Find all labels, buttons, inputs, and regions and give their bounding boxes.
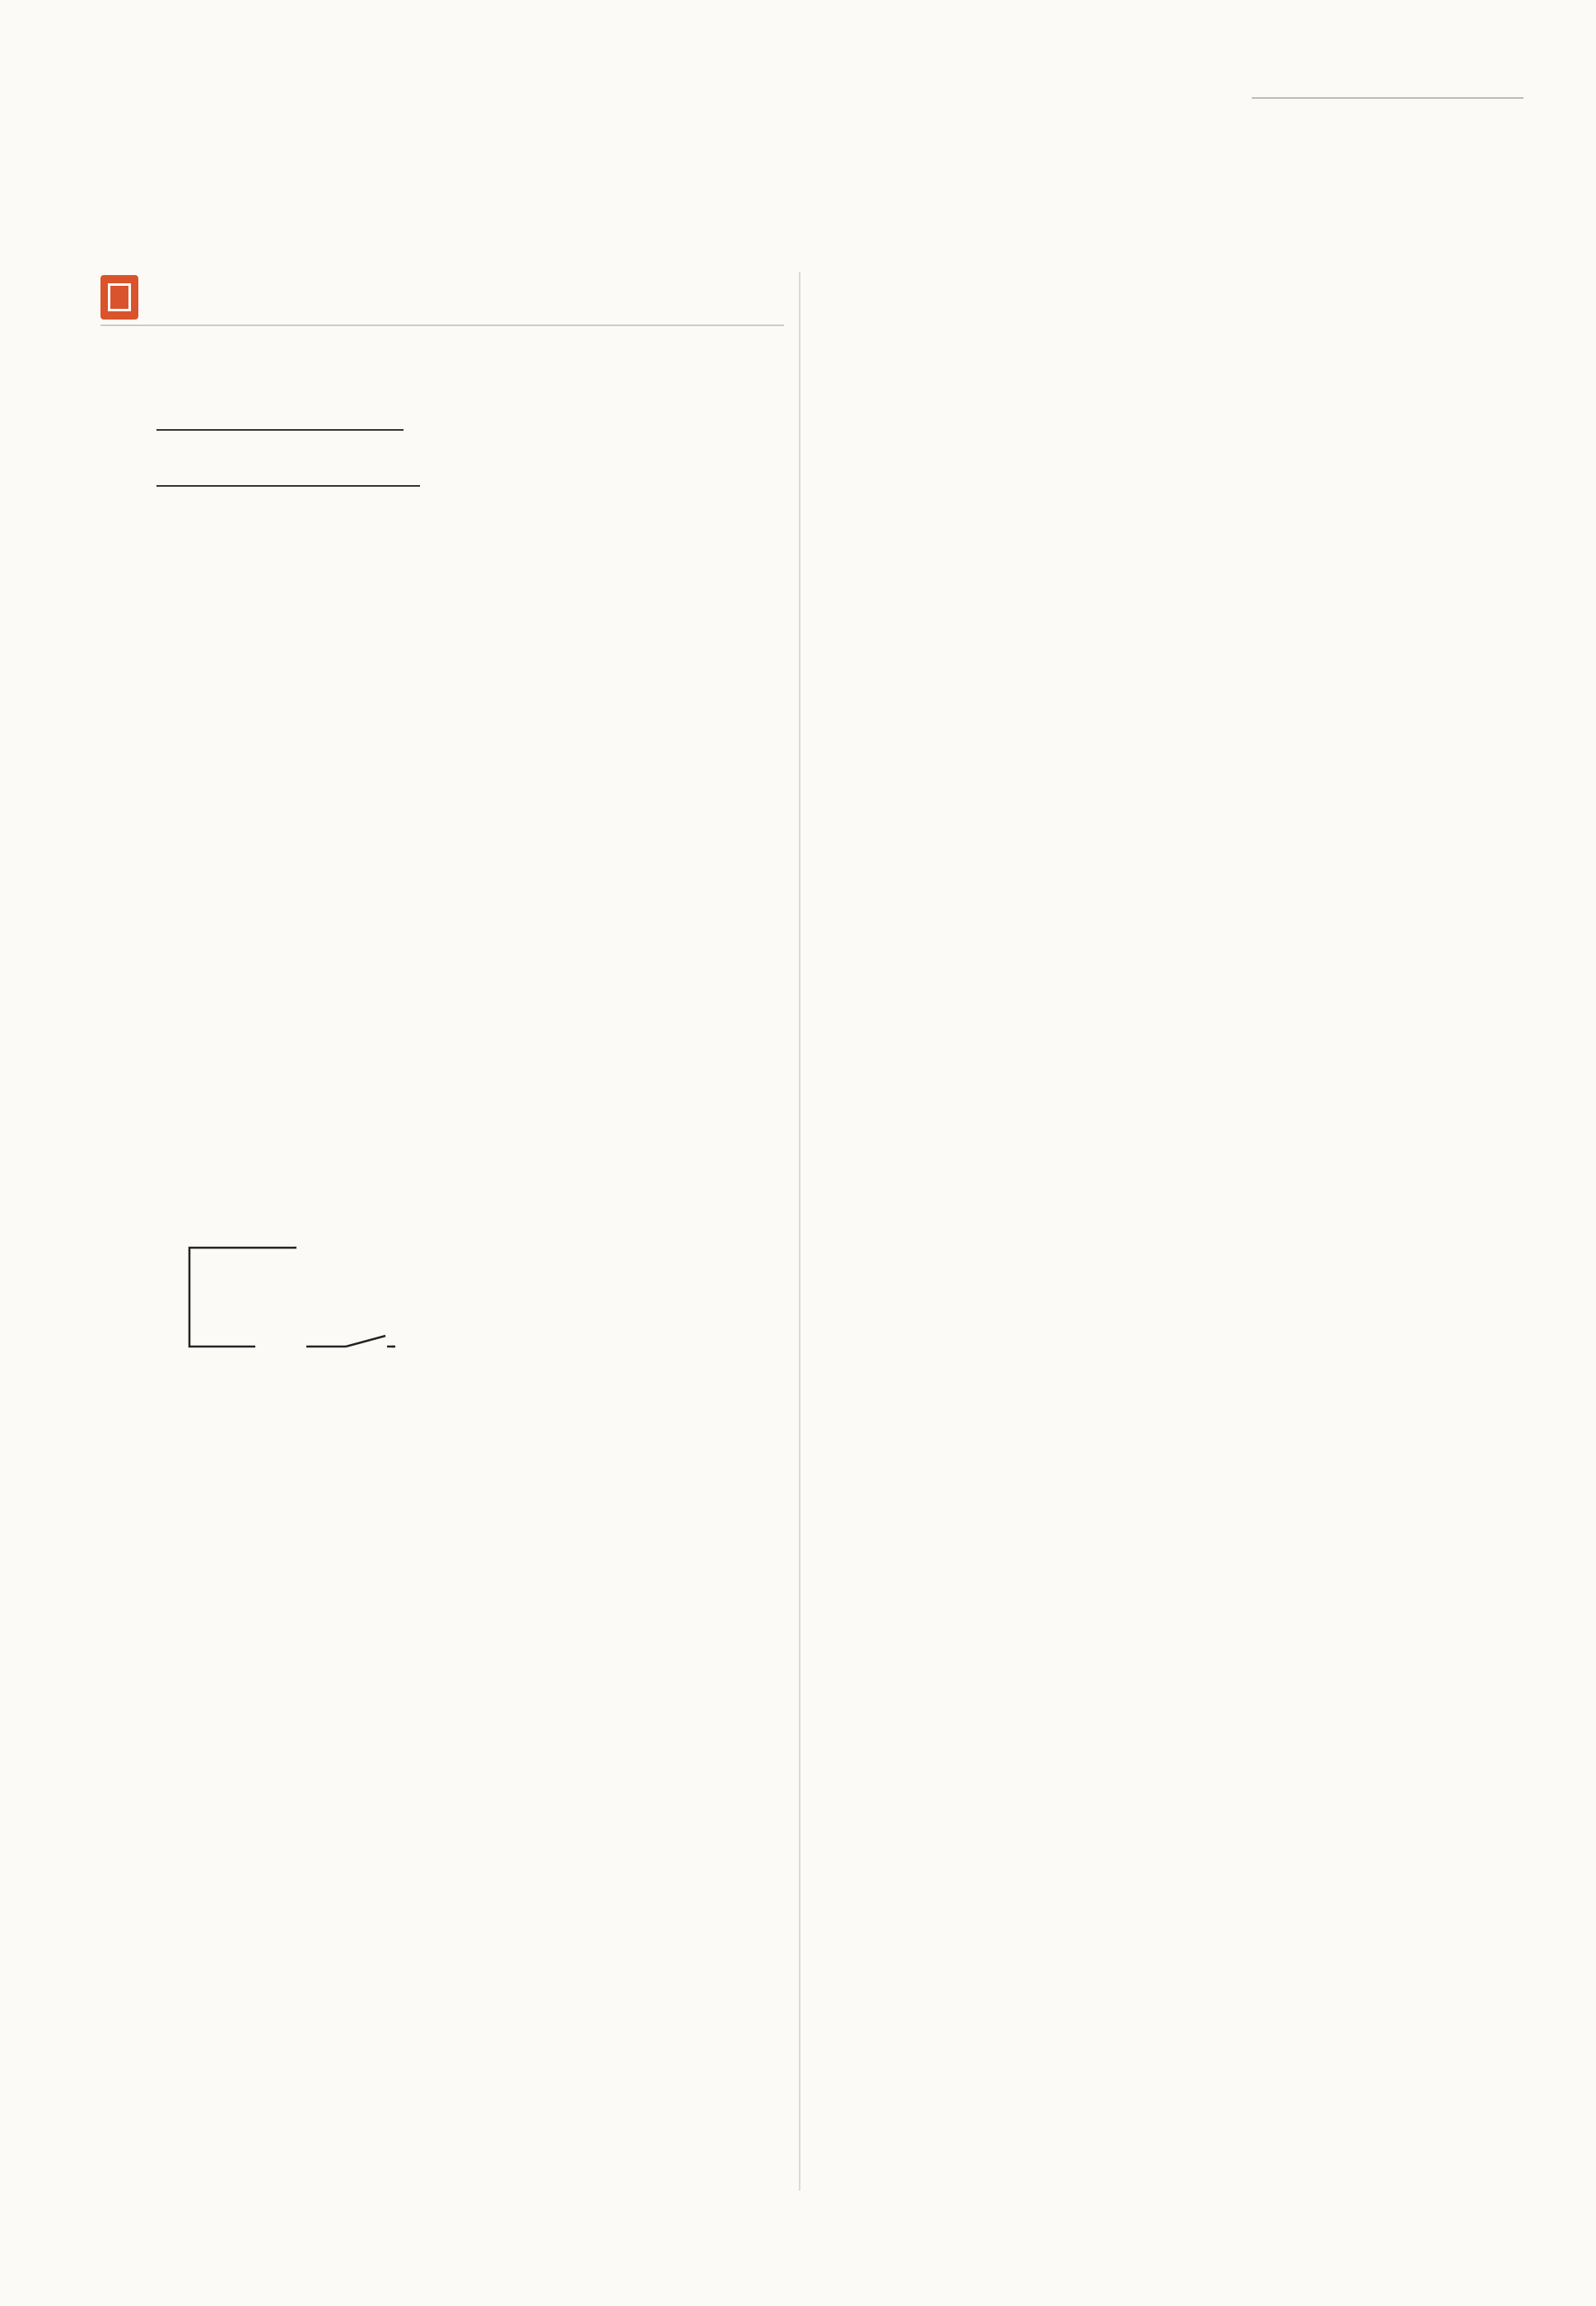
page-title [0, 148, 1596, 204]
header-divider [1252, 97, 1524, 99]
answer-blank [156, 485, 296, 487]
chapter-header [1484, 66, 1505, 95]
paragraph-hypothesis [100, 394, 784, 450]
paragraph-equipment [100, 450, 784, 506]
answer-blank [296, 485, 420, 487]
figure-15-5-1 [165, 1178, 708, 1367]
column-divider [799, 272, 800, 2191]
answer-blank [156, 429, 280, 431]
series-circuit-diagram [189, 1248, 395, 1347]
section-new-knowledge [100, 272, 784, 323]
answer-blank [280, 429, 404, 431]
section-badge-icon [100, 275, 138, 320]
